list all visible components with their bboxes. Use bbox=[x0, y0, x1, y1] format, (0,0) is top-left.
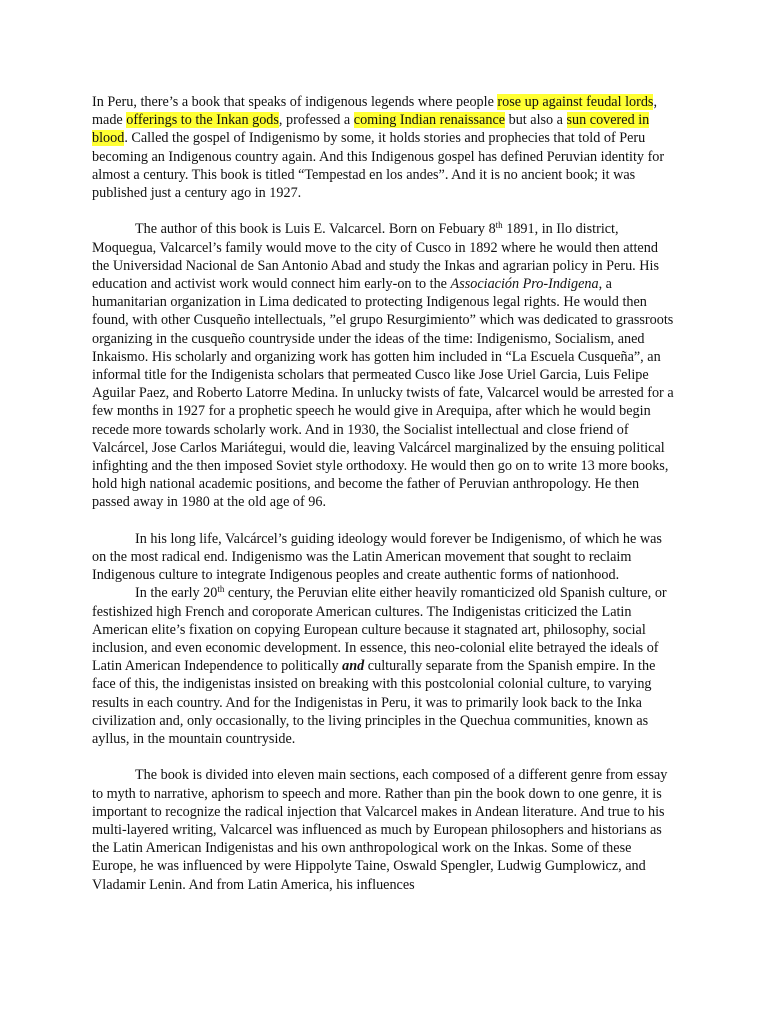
text-run: The author of this book is Luis E. Valcarcel. Born on Febuary 8 bbox=[135, 221, 496, 238]
paragraph-author bbox=[92, 220, 678, 511]
text-run: century, the Peruvian elite either heavily romanticized old Spanish culture, or festishized high French and coroporate American cultures. The Indigenistas criticized the Latin American elite’s fixation on copying European culture because it stagnated art, philosophy, social inclusion, and even economic development. In essence, this neo-colonial elite betrayed the ideals of Latin American Independence to politically bbox=[92, 585, 667, 675]
highlighted-phrase: rose up against feudal lords bbox=[497, 94, 654, 110]
paragraph-intro bbox=[92, 93, 678, 202]
document-page bbox=[92, 93, 678, 894]
highlighted-phrase: offerings to the Inkan gods bbox=[126, 112, 279, 129]
paragraph-book-structure bbox=[92, 766, 678, 893]
text-run: but also a bbox=[505, 112, 567, 129]
text-run: . Called the gospel of Indigenismo by some, it holds stories and prophecies that told of Peru becoming an Indigenous country again. And this Indigenous gospel has defined Peruvian identity for almost a century. This book is titled “Tempestad en los andes”. And it is no ancient book; it was published just a century ago in 1927. bbox=[92, 130, 665, 202]
superscript: th bbox=[217, 584, 225, 595]
text-run: , made bbox=[92, 94, 657, 129]
italic-organization-name: Associación Pro-Indigena bbox=[450, 276, 599, 293]
text-run: In the early 20 bbox=[135, 585, 218, 602]
text-run: In his long life, Valcárcel’s guiding ideology would forever be Indigenismo, of which he was on the most radical end. Indigenismo was the Latin American movement that sought to reclaim Indigenous culture to integrate Indigenous peoples and create authentic forms of nationhood. bbox=[92, 530, 662, 584]
paragraph-elite bbox=[92, 584, 678, 748]
highlighted-phrase: coming Indian renaissance bbox=[353, 112, 506, 129]
bold-italic-emphasis: and bbox=[342, 658, 365, 675]
text-run: 1891, in Ilo district, Moquegua, Valcarcel’s family would move to the city of Cusco in 1892 where he would then attend the Universidad Nacional de San Antonio Abad and study the Inkas and agrarian policy in Peru. His education and activist work would connect him early-on to the bbox=[92, 221, 659, 293]
text-run: In Peru, there’s a book that speaks of indigenous legends where people bbox=[92, 94, 498, 110]
paragraph-ideology bbox=[92, 530, 678, 585]
text-run: , professed a bbox=[278, 112, 354, 129]
text-run: , a humanitarian organization in Lima dedicated to protecting Indigenous legal rights. He would then found, with other Cusqueño intellectuals, ”el grupo Resurgimiento” which was dedicated to grassroots organizing in the cusqueño countryside under the ideas of the time: Indigenismo, Socialism, aned Inkaismo. His scholarly and organizing work has gotten him included in “La Escuela Cusqueña”, an informal title for the Indigenista scholars that permeated Cusco like Jose Uriel Garcia, Luis Felipe Aguilar Paez, and Roberto Latorre Medina. In unlucky twists of fate, Valcarcel would be arrested for a few months in 1927 for a prophetic speech he would give in Arequipa, after which he would begin recede more towards scholarly work. And in 1930, the Socialist intellectual and close friend of Valcárcel, Jose Carlos Mariátegui, would die, leaving Valcárcel marginalized by the ensuing political infighting and the then imposed Soviet style orthodoxy. He would then go on to write 13 more books, hold high national academic positions, and become the father of Peruvian anthropology. He then passed away in 1980 at the old age of 96. bbox=[92, 276, 674, 511]
text-run: The book is divided into eleven main sections, each composed of a different genre from essay to myth to narrative, aphorism to speech and more. Rather than pin the book down to one genre, it is important to recognize the radical injection that Valcarcel makes in Andean literature. And true to his multi-layered writing, Valcarcel was influenced as much by European philosophers and historians as the Latin American Indigenistas and his own anthropological work on the Inkas. Some of these Europe, he was influenced by were Hippolyte Taine, Oswald Spengler, Ludwig Gumplowicz, and Vladamir Lenin. And from Latin America, his influences bbox=[92, 767, 668, 893]
superscript: th bbox=[495, 220, 503, 231]
text-run: culturally separate from the Spanish empire. In the face of this, the indigenistas insisted on breaking with this postcolonial colonial culture, to varying results in each country. And for the Indigenistas in Peru, it was to primarily look back to the Inka civilization and, only occasionally, to the living principles in the Quechua communities, known as ayllus, in the mountain countryside. bbox=[92, 658, 656, 748]
highlighted-phrase: sun covered in blood bbox=[92, 112, 650, 147]
